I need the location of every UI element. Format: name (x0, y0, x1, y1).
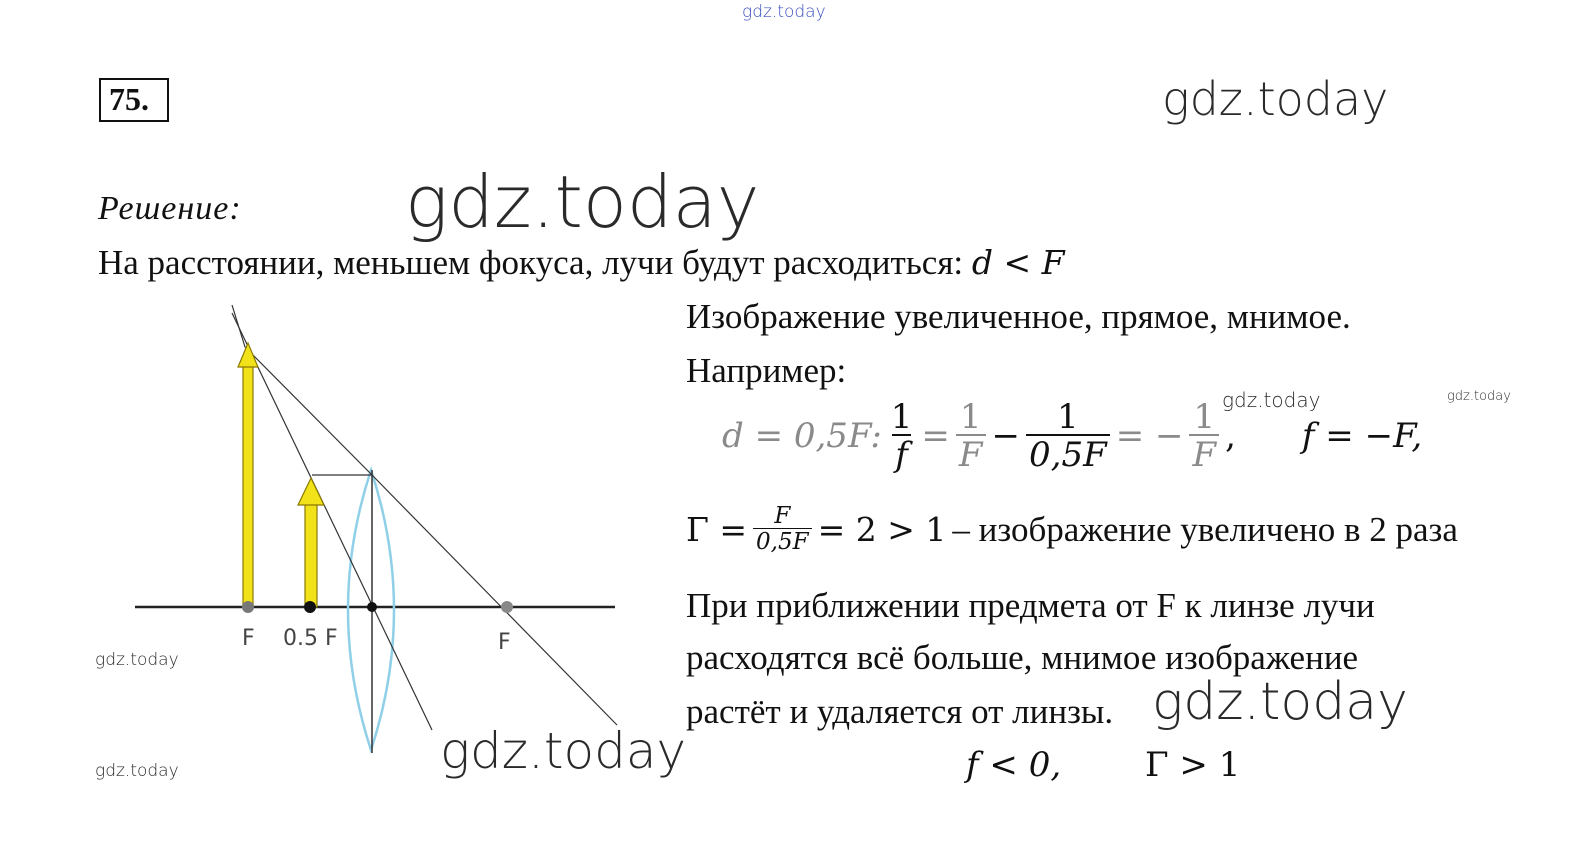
eq1-frac1-den: f (892, 434, 911, 472)
watermark-solution: gdz.today (405, 160, 760, 244)
eq2-rhs: = 2 > 1 (817, 510, 947, 549)
watermark-left-small-2: gdz.today (95, 761, 179, 781)
task-number (99, 78, 169, 122)
eq1-frac1 (888, 397, 916, 475)
object-arrow-head (298, 478, 324, 505)
eq1-frac4-den: F (1189, 434, 1219, 472)
paragraph-line-3: растёт и удаляется от линзы. (686, 692, 1114, 731)
watermark-mid-small: gdz.today (1222, 388, 1321, 412)
eq1-frac3-den: 0,5F (1026, 434, 1110, 472)
watermark-top: gdz.today (742, 2, 826, 22)
label-f-right: F (498, 630, 511, 655)
lens-center-point (367, 602, 377, 612)
eq1-result: f = −F, (1301, 416, 1423, 456)
label-half-f: 0.5 F (283, 626, 338, 651)
eq1-frac3-num: 1 (1057, 397, 1079, 437)
eq1-comma: , (1225, 416, 1236, 456)
image-arrow-shaft (243, 365, 253, 607)
eq1-frac3 (1026, 397, 1110, 475)
label-f-left: F (242, 626, 255, 651)
intro-text: На расстоянии, меньшем фокуса, лучи будут расходиться: (98, 243, 964, 282)
object-arrow-shaft (305, 503, 317, 607)
example-label: Например: (686, 351, 847, 390)
eq2-lhs: Γ = (686, 510, 748, 549)
final-right: Γ > 1 (1145, 745, 1241, 785)
eq1-eq1: = (921, 416, 950, 456)
image-description: Изображение увеличенное, прямое, мнимое. (686, 297, 1351, 336)
eq2-text: – изображение увеличено в 2 раза (952, 509, 1458, 549)
ray-extension (245, 347, 372, 475)
watermark-header: gdz.today (1162, 72, 1389, 126)
eq1-minus: − (991, 416, 1021, 456)
eq1-frac2-den: F (956, 434, 986, 472)
eq1-frac4 (1189, 397, 1219, 475)
solution-heading: Решение: (98, 190, 242, 227)
watermark-bottom-1: gdz.today (440, 722, 687, 780)
task-number-text: 75. (109, 81, 149, 117)
watermark-right-small: gdz.today (1447, 389, 1511, 404)
eq2-frac-den: 0,5F (753, 528, 812, 554)
watermark-bottom-2: gdz.today (1152, 672, 1408, 732)
paragraph-line-1: При приближении предмета от F к линзе лучи (686, 586, 1375, 625)
eq1-frac4-num: 1 (1193, 397, 1216, 437)
eq1-frac1-num: 1 (890, 397, 913, 437)
half-focus-point (304, 601, 316, 613)
focus-right-point (501, 601, 513, 613)
eq2-frac-num: F (774, 503, 791, 529)
focus-left-point (242, 601, 254, 613)
ray-center (232, 313, 432, 730)
eq1-lhs: d = 0,5F: (722, 416, 882, 456)
ray-refracted (372, 475, 617, 725)
intro-math: d < F (971, 243, 1065, 282)
final-left: f < 0, (966, 745, 1062, 785)
eq1-eq2: = − (1115, 416, 1184, 456)
eq1-frac2 (956, 397, 986, 475)
equation-2 (686, 505, 1458, 554)
watermark-left-small-1: gdz.today (95, 650, 179, 670)
lens-diagram (120, 295, 640, 765)
image-arrow-head (238, 343, 258, 367)
paragraph-line-2: расходятся всё больше, мнимое изображение (686, 638, 1359, 677)
eq1-frac2-num: 1 (959, 397, 982, 437)
equation-1 (722, 397, 1423, 475)
eq2-frac (753, 505, 812, 554)
intro-line (98, 243, 1065, 283)
